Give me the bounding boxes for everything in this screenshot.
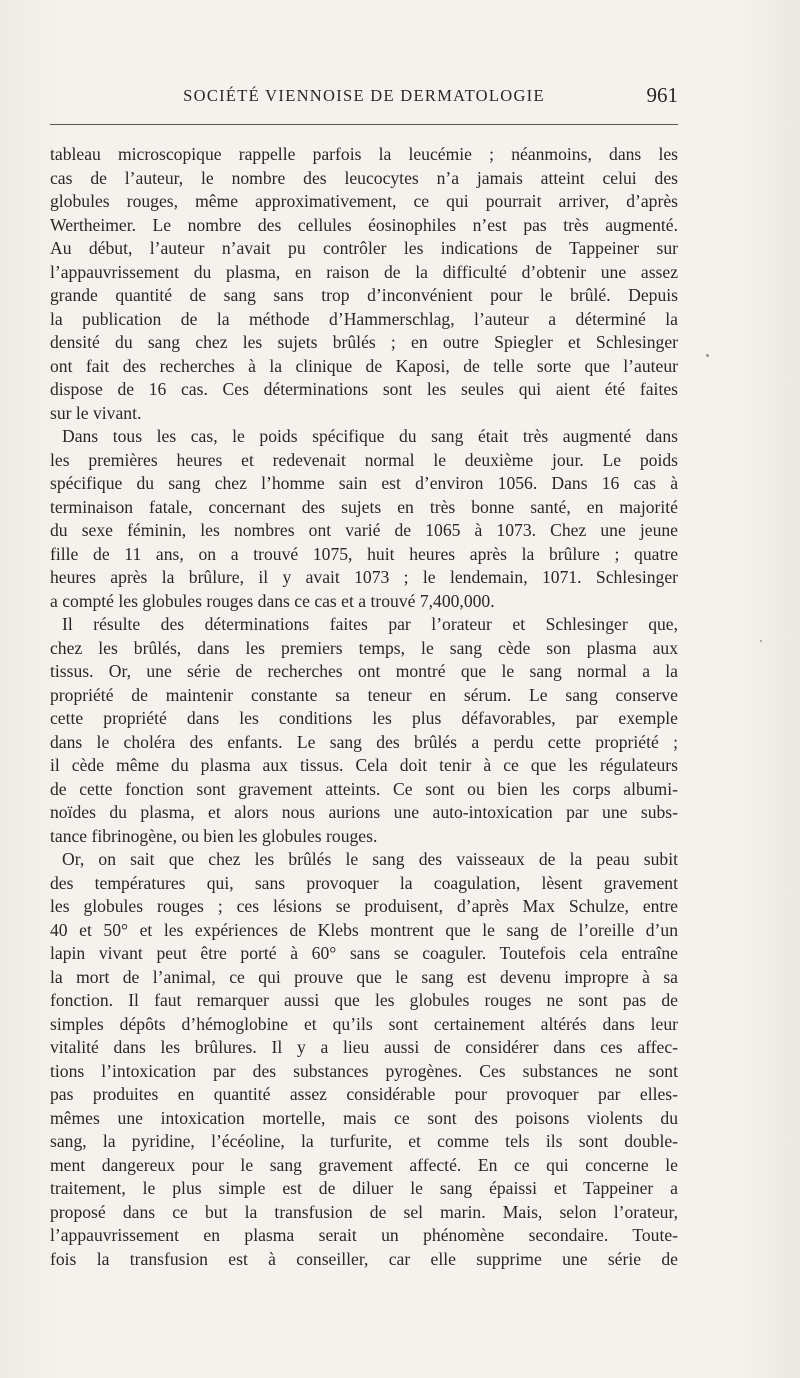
paper-speck: [760, 640, 762, 642]
text-line: du sexe féminin, les nombres ont varié de 1065 à 1073. Chez une jeune: [50, 520, 678, 540]
text-line: traitement, le plus simple est de diluer le sang épaissi et Tappeiner a: [50, 1178, 678, 1198]
text-line: l’appauvrissement en plasma serait un phénomène secondaire. Toute-: [50, 1225, 678, 1245]
text-line: tissus. Or, une série de recherches ont montré que le sang normal a la: [50, 661, 678, 681]
text-line: chez les brûlés, dans les premiers temps, le sang cède son plasma aux: [50, 637, 678, 658]
text-line: vitalité dans les brûlures. Il y a lieu aussi de considérer dans ces affec-: [50, 1037, 678, 1057]
text-line: globules rouges, même approximativement, ce qui pourrait arriver, d’après: [50, 191, 678, 211]
text-line: la publication de la méthode d’Hammerschlag, l’auteur a déterminé la: [50, 308, 678, 329]
text-line: proposé dans ce but la transfusion de sel marin. Mais, selon l’orateur,: [50, 1201, 678, 1222]
text-line: sur le vivant.: [50, 402, 142, 423]
body-text: [50, 143, 678, 1271]
text-line: noïdes du plasma, et alors nous aurions une auto-intoxication par une subs-: [50, 802, 678, 822]
text-line: ment dangereux pour le sang gravement affecté. En ce qui concerne le: [50, 1154, 678, 1175]
text-line: spécifique du sang chez l’homme sain est d’environ 1056. Dans 16 cas à: [50, 473, 678, 493]
text-line: Wertheimer. Le nombre des cellules éosinophiles n’est pas très augmenté.: [50, 214, 678, 235]
text-line: heures après la brûlure, il y avait 1073 ; le lendemain, 1071. Schlesinger: [50, 567, 678, 587]
text-line: l’appauvrissement du plasma, en raison de la difficulté d’obtenir une assez: [50, 261, 678, 282]
text-line: des températures qui, sans provoquer la coagulation, lèsent gravement: [50, 872, 678, 893]
header-rule: [50, 124, 678, 125]
text-line: tance fibrinogène, ou bien les globules rouges.: [50, 825, 378, 846]
text-line: dans le choléra des enfants. Le sang des brûlés a perdu cette propriété ;: [50, 731, 678, 752]
text-line: a compté les globules rouges dans ce cas et a trouvé 7,400,000.: [50, 590, 495, 611]
text-line: ont fait des recherches à la clinique de Kaposi, de telle sorte que l’auteur: [50, 355, 678, 376]
text-line: tions l’intoxication par des substances pyrogènes. Ces substances ne sont: [50, 1060, 678, 1081]
text-line: fille de 11 ans, on a trouvé 1075, huit heures après la brûlure ; quatre: [50, 543, 678, 564]
text-line: Il résulte des déterminations faites par l’orateur et Schlesinger que,: [62, 614, 678, 634]
text-line: Dans tous les cas, le poids spécifique du sang était très augmenté dans: [62, 426, 678, 446]
text-line: simples dépôts d’hémoglobine et qu’ils sont certainement altérés dans leur: [50, 1013, 678, 1034]
text-line: sang, la pyridine, l’écéoline, la turfurite, et comme tels ils sont double-: [50, 1131, 678, 1151]
text-line: Or, on sait que chez les brûlés le sang des vaisseaux de la peau subit: [62, 849, 678, 869]
text-line: 40 et 50° et les expériences de Klebs montrent que le sang de l’oreille d’un: [50, 919, 678, 940]
text-line: il cède même du plasma aux tissus. Cela doit tenir à ce que les régulateurs: [50, 755, 678, 775]
running-title: SOCIÉTÉ VIENNOISE DE DERMATOLOGIE: [183, 86, 545, 105]
text-line: densité du sang chez les sujets brûlés ; en outre Spiegler et Schlesinger: [50, 332, 678, 352]
page-number: 961: [646, 83, 678, 107]
text-line: cette propriété dans les conditions les plus défavorables, par exemple: [50, 708, 678, 728]
text-line: dispose de 16 cas. Ces déterminations sont les seules qui aient été faites: [50, 379, 678, 399]
paper-speck: [706, 354, 709, 357]
text-line: grande quantité de sang sans trop d’inconvénient pour le brûlé. Depuis: [50, 285, 678, 305]
text-line: pas produites en quantité assez considérable pour provoquer par elles-: [50, 1084, 678, 1104]
text-line: les globules rouges ; ces lésions se produisent, d’après Max Schulze, entre: [50, 896, 678, 916]
text-line: terminaison fatale, concernant des sujets en très bonne santé, en majorité: [50, 496, 678, 517]
text-line: la mort de l’animal, ce qui prouve que le sang est devenu impropre à sa: [50, 966, 678, 987]
running-head: [50, 84, 678, 116]
text-line: de cette fonction sont gravement atteints. Ce sont ou bien les corps albumi-: [50, 778, 678, 799]
text-line: Au début, l’auteur n’avait pu contrôler les indications de Tappeiner sur: [50, 238, 678, 258]
text-line: les premières heures et redevenait normal le deuxième jour. Le poids: [50, 449, 678, 470]
text-line: mêmes une intoxication mortelle, mais ce sont des poisons violents du: [50, 1107, 678, 1128]
text-line: cas de l’auteur, le nombre des leucocytes n’a jamais atteint celui des: [50, 167, 678, 188]
text-line: lapin vivant peut être porté à 60° sans se coaguler. Toutefois cela entraîne: [50, 943, 678, 963]
text-line: fois la transfusion est à conseiller, car elle supprime une série de: [50, 1248, 678, 1269]
text-line: tableau microscopique rappelle parfois la leucémie ; néanmoins, dans les: [50, 144, 678, 164]
text-line: fonction. Il faut remarquer aussi que les globules rouges ne sont pas de: [50, 990, 678, 1010]
text-line: propriété de maintenir constante sa teneur en sérum. Le sang conserve: [50, 684, 678, 705]
